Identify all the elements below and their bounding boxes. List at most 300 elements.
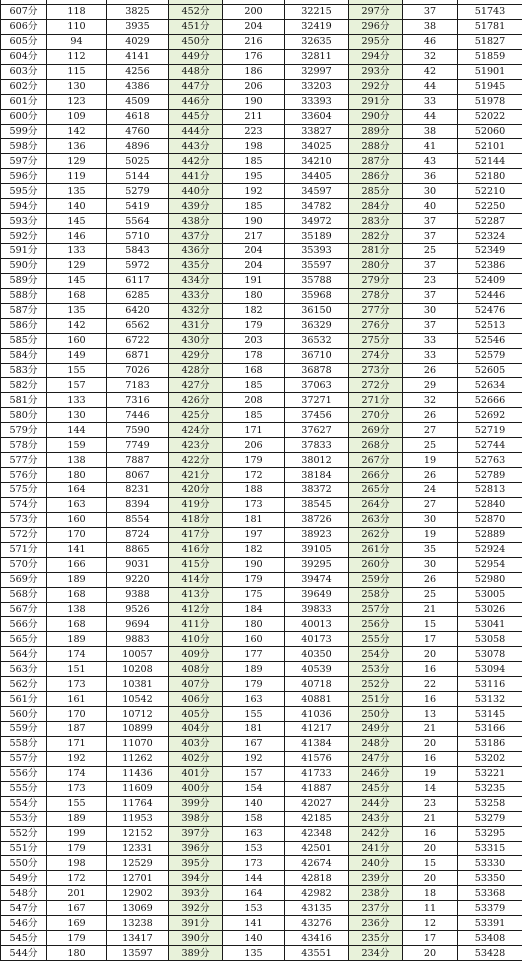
group1-count-cell: 168 (47, 288, 107, 303)
table-row (1, 916, 522, 931)
group1-cumulative-cell: 6562 (107, 318, 169, 333)
group2-cumulative-cell: 32419 (285, 19, 349, 34)
group2-cumulative-cell: 35597 (285, 258, 349, 273)
group1-cumulative-cell: 8231 (107, 483, 169, 498)
group1-score-cell: 568分 (1, 587, 47, 602)
group1-count-cell: 169 (47, 916, 107, 931)
table-row (1, 258, 522, 273)
group3-count-cell: 25 (403, 587, 458, 602)
group2-count-cell: 135 (223, 946, 285, 961)
group2-score-cell: 411分 (169, 617, 223, 632)
group2-cumulative-cell: 36150 (285, 303, 349, 318)
group1-count-cell: 149 (47, 348, 107, 363)
group3-score-cell: 238分 (349, 886, 403, 901)
group1-count-cell: 164 (47, 483, 107, 498)
group1-cumulative-cell: 12902 (107, 886, 169, 901)
group3-score-cell: 291分 (349, 94, 403, 109)
group3-count-cell: 26 (403, 408, 458, 423)
group3-count-cell: 37 (403, 5, 458, 20)
group2-count-cell: 163 (223, 826, 285, 841)
group2-count-cell: 185 (223, 154, 285, 169)
group2-cumulative-cell: 38184 (285, 468, 349, 483)
table-row (1, 468, 522, 483)
group1-count-cell: 138 (47, 453, 107, 468)
group3-count-cell: 38 (403, 19, 458, 34)
group2-cumulative-cell: 39105 (285, 542, 349, 557)
group1-count-cell: 172 (47, 871, 107, 886)
table-row (1, 901, 522, 916)
group1-score-cell: 569分 (1, 572, 47, 587)
group3-score-cell: 296分 (349, 19, 403, 34)
group1-count-cell: 170 (47, 527, 107, 542)
group3-cumulative-cell: 52980 (458, 572, 522, 587)
group2-count-cell: 204 (223, 244, 285, 259)
group1-count-cell: 145 (47, 273, 107, 288)
group1-count-cell: 138 (47, 602, 107, 617)
table-row (1, 94, 522, 109)
group1-count-cell: 168 (47, 587, 107, 602)
group2-count-cell: 171 (223, 423, 285, 438)
group2-count-cell: 203 (223, 333, 285, 348)
group2-cumulative-cell: 42674 (285, 856, 349, 871)
group3-count-cell: 23 (403, 796, 458, 811)
group3-score-cell: 276分 (349, 318, 403, 333)
group2-cumulative-cell: 40013 (285, 617, 349, 632)
group3-score-cell: 288分 (349, 139, 403, 154)
group2-count-cell: 185 (223, 408, 285, 423)
group2-cumulative-cell: 39474 (285, 572, 349, 587)
group3-score-cell: 294分 (349, 49, 403, 64)
group1-cumulative-cell: 11609 (107, 781, 169, 796)
group3-cumulative-cell: 52634 (458, 378, 522, 393)
table-row (1, 677, 522, 692)
group2-cumulative-cell: 37063 (285, 378, 349, 393)
group2-score-cell: 414分 (169, 572, 223, 587)
group3-count-cell: 15 (403, 617, 458, 632)
group2-count-cell: 168 (223, 363, 285, 378)
group1-count-cell: 135 (47, 303, 107, 318)
table-row (1, 796, 522, 811)
table-row (1, 273, 522, 288)
group2-score-cell: 422分 (169, 453, 223, 468)
group2-score-cell: 416分 (169, 542, 223, 557)
group2-cumulative-cell: 32635 (285, 34, 349, 49)
group1-score-cell: 577分 (1, 453, 47, 468)
group3-count-cell: 25 (403, 244, 458, 259)
group1-score-cell: 585分 (1, 333, 47, 348)
group3-score-cell: 246分 (349, 766, 403, 781)
group3-score-cell: 234分 (349, 946, 403, 961)
group1-score-cell: 570分 (1, 557, 47, 572)
group1-score-cell: 560分 (1, 707, 47, 722)
group3-score-cell: 285分 (349, 184, 403, 199)
group3-score-cell: 283分 (349, 214, 403, 229)
group1-cumulative-cell: 13597 (107, 946, 169, 961)
group3-count-cell: 37 (403, 214, 458, 229)
group1-cumulative-cell: 7590 (107, 423, 169, 438)
table-row (1, 722, 522, 737)
group3-score-cell: 286分 (349, 169, 403, 184)
group2-count-cell: 181 (223, 722, 285, 737)
group2-cumulative-cell: 42818 (285, 871, 349, 886)
group3-score-cell: 273分 (349, 363, 403, 378)
group1-count-cell: 166 (47, 557, 107, 572)
group3-count-cell: 19 (403, 453, 458, 468)
group1-count-cell: 173 (47, 677, 107, 692)
group1-score-cell: 591分 (1, 244, 47, 259)
group2-cumulative-cell: 33604 (285, 109, 349, 124)
group2-cumulative-cell: 40350 (285, 647, 349, 662)
group2-score-cell: 393分 (169, 886, 223, 901)
group1-count-cell: 129 (47, 154, 107, 169)
group1-cumulative-cell: 5419 (107, 199, 169, 214)
group2-cumulative-cell: 40881 (285, 692, 349, 707)
group1-cumulative-cell: 4029 (107, 34, 169, 49)
group3-count-cell: 17 (403, 632, 458, 647)
group2-score-cell: 446分 (169, 94, 223, 109)
group2-cumulative-cell: 37627 (285, 423, 349, 438)
group3-count-cell: 30 (403, 303, 458, 318)
group1-cumulative-cell: 13417 (107, 931, 169, 946)
table-row (1, 154, 522, 169)
group2-cumulative-cell: 40173 (285, 632, 349, 647)
group3-cumulative-cell: 51901 (458, 64, 522, 79)
group1-cumulative-cell: 13069 (107, 901, 169, 916)
group2-score-cell: 436分 (169, 244, 223, 259)
group1-score-cell: 556分 (1, 766, 47, 781)
group2-score-cell: 431分 (169, 318, 223, 333)
group2-count-cell: 197 (223, 527, 285, 542)
group3-cumulative-cell: 52666 (458, 393, 522, 408)
group3-cumulative-cell: 53368 (458, 886, 522, 901)
group2-count-cell: 217 (223, 229, 285, 244)
group1-cumulative-cell: 11070 (107, 736, 169, 751)
group1-count-cell: 135 (47, 184, 107, 199)
group3-cumulative-cell: 51827 (458, 34, 522, 49)
group3-score-cell: 241分 (349, 841, 403, 856)
group3-score-cell: 275分 (349, 333, 403, 348)
group1-cumulative-cell: 4618 (107, 109, 169, 124)
group1-cumulative-cell: 5843 (107, 244, 169, 259)
group2-count-cell: 192 (223, 751, 285, 766)
group1-count-cell: 163 (47, 497, 107, 512)
group1-count-cell: 180 (47, 468, 107, 483)
group2-score-cell: 404分 (169, 722, 223, 737)
group1-count-cell: 141 (47, 542, 107, 557)
group3-count-cell: 23 (403, 273, 458, 288)
group3-cumulative-cell: 52579 (458, 348, 522, 363)
group2-count-cell: 216 (223, 34, 285, 49)
group2-count-cell: 211 (223, 109, 285, 124)
table-row (1, 841, 522, 856)
group2-count-cell: 184 (223, 602, 285, 617)
group2-cumulative-cell: 43416 (285, 931, 349, 946)
group1-score-cell: 586分 (1, 318, 47, 333)
group1-cumulative-cell: 7316 (107, 393, 169, 408)
group3-cumulative-cell: 53078 (458, 647, 522, 662)
group2-cumulative-cell: 40718 (285, 677, 349, 692)
table-row (1, 453, 522, 468)
group1-count-cell: 199 (47, 826, 107, 841)
group1-count-cell: 159 (47, 438, 107, 453)
group1-score-cell: 583分 (1, 363, 47, 378)
group1-cumulative-cell: 5144 (107, 169, 169, 184)
table-row (1, 34, 522, 49)
group3-count-cell: 16 (403, 751, 458, 766)
group1-cumulative-cell: 9526 (107, 602, 169, 617)
group2-count-cell: 190 (223, 214, 285, 229)
group2-score-cell: 428分 (169, 363, 223, 378)
table-row (1, 244, 522, 259)
group1-count-cell: 189 (47, 572, 107, 587)
group2-cumulative-cell: 37456 (285, 408, 349, 423)
group2-cumulative-cell: 42027 (285, 796, 349, 811)
group3-cumulative-cell: 53391 (458, 916, 522, 931)
group1-cumulative-cell: 4760 (107, 124, 169, 139)
group1-cumulative-cell: 9694 (107, 617, 169, 632)
group1-cumulative-cell: 5972 (107, 258, 169, 273)
group2-score-cell: 405分 (169, 707, 223, 722)
group1-score-cell: 587分 (1, 303, 47, 318)
group1-score-cell: 559分 (1, 722, 47, 737)
group1-score-cell: 588分 (1, 288, 47, 303)
group3-count-cell: 12 (403, 916, 458, 931)
group2-cumulative-cell: 35393 (285, 244, 349, 259)
group2-count-cell: 190 (223, 94, 285, 109)
group3-count-cell: 20 (403, 647, 458, 662)
group3-count-cell: 13 (403, 707, 458, 722)
group3-score-cell: 268分 (349, 438, 403, 453)
group2-count-cell: 182 (223, 303, 285, 318)
group3-score-cell: 243分 (349, 811, 403, 826)
group2-score-cell: 450分 (169, 34, 223, 49)
group2-count-cell: 140 (223, 796, 285, 811)
group1-cumulative-cell: 12331 (107, 841, 169, 856)
group3-count-cell: 20 (403, 736, 458, 751)
table-row (1, 378, 522, 393)
table-row (1, 931, 522, 946)
group2-count-cell: 179 (223, 677, 285, 692)
group3-count-cell: 26 (403, 572, 458, 587)
table-row (1, 288, 522, 303)
table-row (1, 199, 522, 214)
group3-cumulative-cell: 52954 (458, 557, 522, 572)
group3-cumulative-cell: 53166 (458, 722, 522, 737)
group3-count-cell: 16 (403, 826, 458, 841)
group3-count-cell: 32 (403, 393, 458, 408)
group3-cumulative-cell: 53315 (458, 841, 522, 856)
group1-count-cell: 155 (47, 796, 107, 811)
group3-count-cell: 37 (403, 258, 458, 273)
group2-count-cell: 186 (223, 64, 285, 79)
group1-score-cell: 601分 (1, 94, 47, 109)
group2-score-cell: 451分 (169, 19, 223, 34)
group1-cumulative-cell: 12701 (107, 871, 169, 886)
group3-cumulative-cell: 52446 (458, 288, 522, 303)
group3-cumulative-cell: 52409 (458, 273, 522, 288)
group1-cumulative-cell: 4141 (107, 49, 169, 64)
group2-count-cell: 190 (223, 557, 285, 572)
group1-cumulative-cell: 7446 (107, 408, 169, 423)
group3-score-cell: 253分 (349, 662, 403, 677)
group2-count-cell: 188 (223, 483, 285, 498)
table-row (1, 169, 522, 184)
group2-score-cell: 413分 (169, 587, 223, 602)
group1-count-cell: 157 (47, 378, 107, 393)
group2-cumulative-cell: 35189 (285, 229, 349, 244)
group3-score-cell: 274分 (349, 348, 403, 363)
group1-cumulative-cell: 6722 (107, 333, 169, 348)
group2-cumulative-cell: 43135 (285, 901, 349, 916)
group2-count-cell: 153 (223, 901, 285, 916)
group3-count-cell: 37 (403, 288, 458, 303)
table-row (1, 811, 522, 826)
group2-score-cell: 415分 (169, 557, 223, 572)
group1-count-cell: 118 (47, 5, 107, 20)
table-row (1, 632, 522, 647)
group1-cumulative-cell: 7183 (107, 378, 169, 393)
table-row (1, 214, 522, 229)
group2-cumulative-cell: 36532 (285, 333, 349, 348)
group3-cumulative-cell: 52144 (458, 154, 522, 169)
group1-cumulative-cell: 9220 (107, 572, 169, 587)
group1-score-cell: 545分 (1, 931, 47, 946)
group3-score-cell: 239分 (349, 871, 403, 886)
group1-count-cell: 192 (47, 751, 107, 766)
group3-score-cell: 248分 (349, 736, 403, 751)
group1-count-cell: 170 (47, 707, 107, 722)
group3-score-cell: 261分 (349, 542, 403, 557)
group2-cumulative-cell: 36710 (285, 348, 349, 363)
group2-count-cell: 204 (223, 258, 285, 273)
group2-cumulative-cell: 34597 (285, 184, 349, 199)
group2-score-cell: 406分 (169, 692, 223, 707)
group2-score-cell: 400分 (169, 781, 223, 796)
group3-score-cell: 244分 (349, 796, 403, 811)
group3-cumulative-cell: 52763 (458, 453, 522, 468)
group3-score-cell: 262分 (349, 527, 403, 542)
group1-score-cell: 576分 (1, 468, 47, 483)
group1-cumulative-cell: 5279 (107, 184, 169, 199)
group3-count-cell: 37 (403, 318, 458, 333)
table-row (1, 602, 522, 617)
group1-count-cell: 133 (47, 393, 107, 408)
group3-cumulative-cell: 52744 (458, 438, 522, 453)
table-row (1, 692, 522, 707)
group3-cumulative-cell: 52789 (458, 468, 522, 483)
group2-cumulative-cell: 43276 (285, 916, 349, 931)
group3-count-cell: 30 (403, 184, 458, 199)
group2-count-cell: 180 (223, 617, 285, 632)
table-row (1, 408, 522, 423)
group3-cumulative-cell: 53041 (458, 617, 522, 632)
group2-count-cell: 141 (223, 916, 285, 931)
group1-cumulative-cell: 7026 (107, 363, 169, 378)
group2-score-cell: 421分 (169, 468, 223, 483)
group1-count-cell: 198 (47, 856, 107, 871)
group1-cumulative-cell: 8865 (107, 542, 169, 557)
group1-score-cell: 602分 (1, 79, 47, 94)
table-row (1, 109, 522, 124)
group2-cumulative-cell: 34972 (285, 214, 349, 229)
group3-count-cell: 20 (403, 946, 458, 961)
group1-score-cell: 579分 (1, 423, 47, 438)
group3-cumulative-cell: 51781 (458, 19, 522, 34)
group1-cumulative-cell: 10208 (107, 662, 169, 677)
group1-score-cell: 594分 (1, 199, 47, 214)
group3-score-cell: 247分 (349, 751, 403, 766)
table-row (1, 512, 522, 527)
group2-cumulative-cell: 38372 (285, 483, 349, 498)
group2-cumulative-cell: 42185 (285, 811, 349, 826)
group2-count-cell: 173 (223, 497, 285, 512)
group2-count-cell: 178 (223, 348, 285, 363)
group2-count-cell: 154 (223, 781, 285, 796)
group3-count-cell: 30 (403, 512, 458, 527)
group1-count-cell: 189 (47, 811, 107, 826)
group1-cumulative-cell: 12152 (107, 826, 169, 841)
table-row (1, 393, 522, 408)
table-row (1, 826, 522, 841)
group2-cumulative-cell: 39649 (285, 587, 349, 602)
group2-count-cell: 191 (223, 273, 285, 288)
group1-count-cell: 161 (47, 692, 107, 707)
group1-cumulative-cell: 6420 (107, 303, 169, 318)
group1-score-cell: 562分 (1, 677, 47, 692)
group3-count-cell: 14 (403, 781, 458, 796)
group3-score-cell: 280分 (349, 258, 403, 273)
group1-cumulative-cell: 6117 (107, 273, 169, 288)
group3-cumulative-cell: 53330 (458, 856, 522, 871)
table-row (1, 736, 522, 751)
group3-score-cell: 281分 (349, 244, 403, 259)
group3-count-cell: 18 (403, 886, 458, 901)
group2-cumulative-cell: 37271 (285, 393, 349, 408)
group1-count-cell: 146 (47, 229, 107, 244)
group1-score-cell: 599分 (1, 124, 47, 139)
group3-count-cell: 42 (403, 64, 458, 79)
group2-score-cell: 440分 (169, 184, 223, 199)
group1-cumulative-cell: 7887 (107, 453, 169, 468)
group3-score-cell: 269分 (349, 423, 403, 438)
group1-count-cell: 179 (47, 931, 107, 946)
group1-count-cell: 187 (47, 722, 107, 737)
group3-score-cell: 270分 (349, 408, 403, 423)
group3-score-cell: 287分 (349, 154, 403, 169)
group2-cumulative-cell: 34210 (285, 154, 349, 169)
group1-cumulative-cell: 9883 (107, 632, 169, 647)
group3-count-cell: 21 (403, 811, 458, 826)
group2-score-cell: 394分 (169, 871, 223, 886)
group3-count-cell: 41 (403, 139, 458, 154)
group2-cumulative-cell: 42501 (285, 841, 349, 856)
group1-score-cell: 566分 (1, 617, 47, 632)
group1-count-cell: 110 (47, 19, 107, 34)
group2-cumulative-cell: 35788 (285, 273, 349, 288)
group1-cumulative-cell: 13238 (107, 916, 169, 931)
group3-count-cell: 33 (403, 348, 458, 363)
score-table-body (1, 0, 522, 961)
group2-score-cell: 418分 (169, 512, 223, 527)
group3-score-cell: 257分 (349, 602, 403, 617)
group2-score-cell: 391分 (169, 916, 223, 931)
group1-count-cell: 112 (47, 49, 107, 64)
group3-score-cell: 278分 (349, 288, 403, 303)
group1-cumulative-cell: 12529 (107, 856, 169, 871)
group3-cumulative-cell: 52250 (458, 199, 522, 214)
group2-cumulative-cell: 41887 (285, 781, 349, 796)
group3-score-cell: 236分 (349, 916, 403, 931)
